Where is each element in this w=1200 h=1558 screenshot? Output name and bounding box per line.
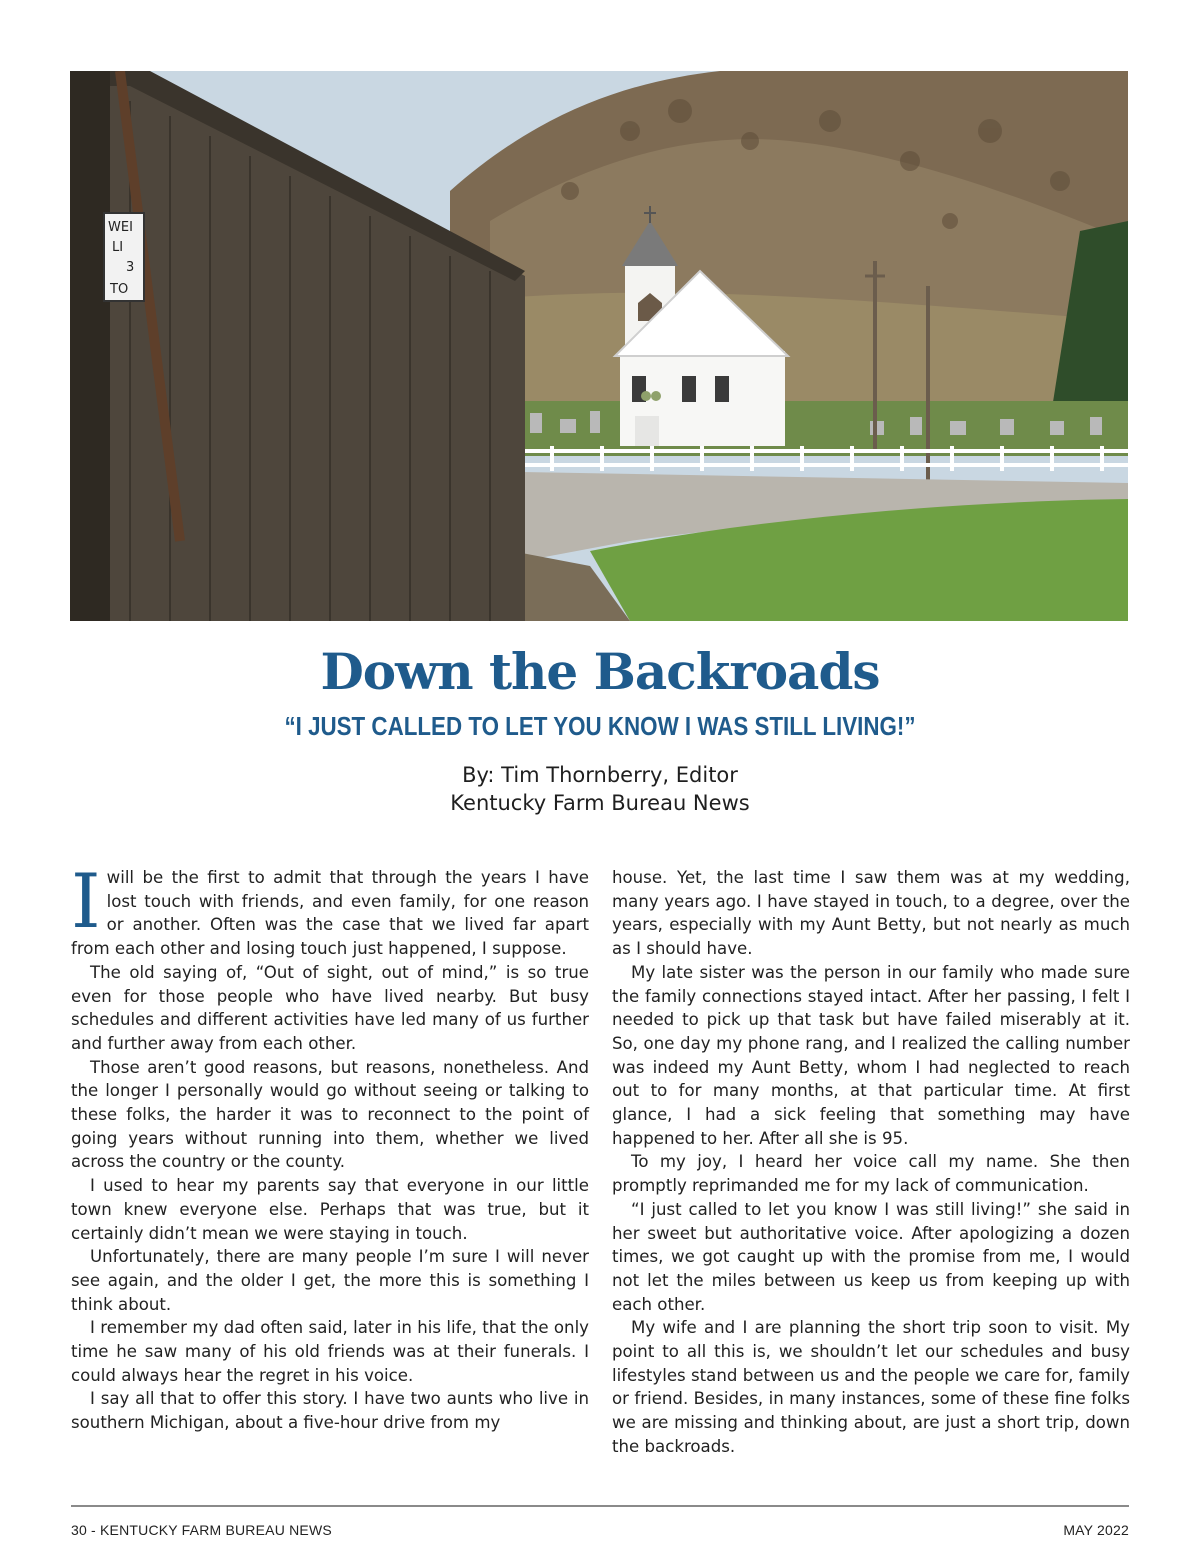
footer-divider: [71, 1505, 1129, 1507]
paragraph: [71, 857, 589, 961]
paragraph: To my joy, I heard her voice call my name. She then promptly reprimanded me for my lack of communication.: [612, 1152, 1130, 1196]
footer-page-label: 30 - KENTUCKY FARM BUREAU NEWS: [71, 1522, 332, 1538]
weight-limit-sign: [104, 213, 144, 301]
sign-text-2: LI: [112, 240, 124, 255]
paragraph: My late sister was the person in our family who made sure the family connections stayed intact. After her passing, I felt I needed to pick up that task but have failed miserably at it. So, one day my phone rang, and I realized the calling number was indeed my Aunt Betty, whom I had neglected to reach out to for many months, at that particular time. At first glance, I had a sick feeling that something may have happened to her. After all she is 95.: [612, 962, 1130, 1148]
article-column-right: [612, 866, 1130, 1459]
paragraph: I say all that to offer this story. I have two aunts who live in southern Michigan, about a five-hour drive from my: [71, 1389, 589, 1433]
drop-cap: I: [71, 857, 101, 945]
article-subtitle: “I JUST CALLED TO LET YOU KNOW I WAS STILL LIVING!”: [284, 711, 916, 741]
sign-text-4: TO: [110, 282, 129, 297]
sign-text-1: WEI: [108, 220, 133, 235]
church-landscape-illustration: [70, 71, 1128, 621]
paragraph-text: will be the first to admit that through the years I have lost touch with friends, and even family, for one reason or another. Often was the case that we lived far apart from each other and losing touch just happened, I suppose.: [71, 868, 589, 959]
paragraph: Unfortunately, there are many people I’m sure I will never see again, and the older I get, the more this is something I think about.: [71, 1247, 589, 1314]
byline: [0, 761, 1200, 817]
byline-publication: Kentucky Farm Bureau News: [450, 791, 750, 815]
paragraph: Those aren’t good reasons, but reasons, nonetheless. And the longer I personally would go without seeing or talking to these folks, the harder it was to reconnect to the point of going years without running into them, whether we lived across the country or the county.: [71, 1057, 589, 1172]
paragraph: house. Yet, the last time I saw them was at my wedding, many years ago. I have stayed in touch, to a degree, over the years, especially with my Aunt Betty, but not nearly as much as I should have.: [612, 868, 1130, 959]
paragraph: The old saying of, “Out of sight, out of mind,” is so true even for those people who have lived nearby. But busy schedules and different activities have led many of us further and further away from each other.: [71, 962, 589, 1053]
hero-photo: [70, 71, 1128, 621]
paragraph: I used to hear my parents say that everyone in our little town knew everyone else. Perhaps that was true, but it certainly didn’t mean we were staying in touch.: [71, 1176, 589, 1243]
article-title: Down the Backroads: [320, 642, 880, 701]
paragraph: My wife and I are planning the short trip soon to visit. My point to all this is, we shouldn’t let our schedules and busy lifestyles stand between us and the people we care for, family or friend. Besides, in many instances, some of these fine folks we are missing and thinking about, are just a short trip, down the backroads.: [612, 1318, 1130, 1456]
byline-author: By: Tim Thornberry, Editor: [462, 763, 738, 787]
paragraph: “I just called to let you know I was still living!” she said in her sweet but authoritative voice. After apologizing a dozen times, we got caught up with the promise from me, I would not let the miles between us keep us from keeping up with each other.: [612, 1199, 1130, 1314]
paragraph: I remember my dad often said, later in his life, that the only time he saw many of his old friends was at their funerals. I could always hear the regret in his voice.: [71, 1318, 589, 1385]
article-column-left: [71, 857, 589, 1435]
footer-issue-date: MAY 2022: [1063, 1522, 1129, 1538]
sign-text-3: 3: [126, 260, 135, 275]
